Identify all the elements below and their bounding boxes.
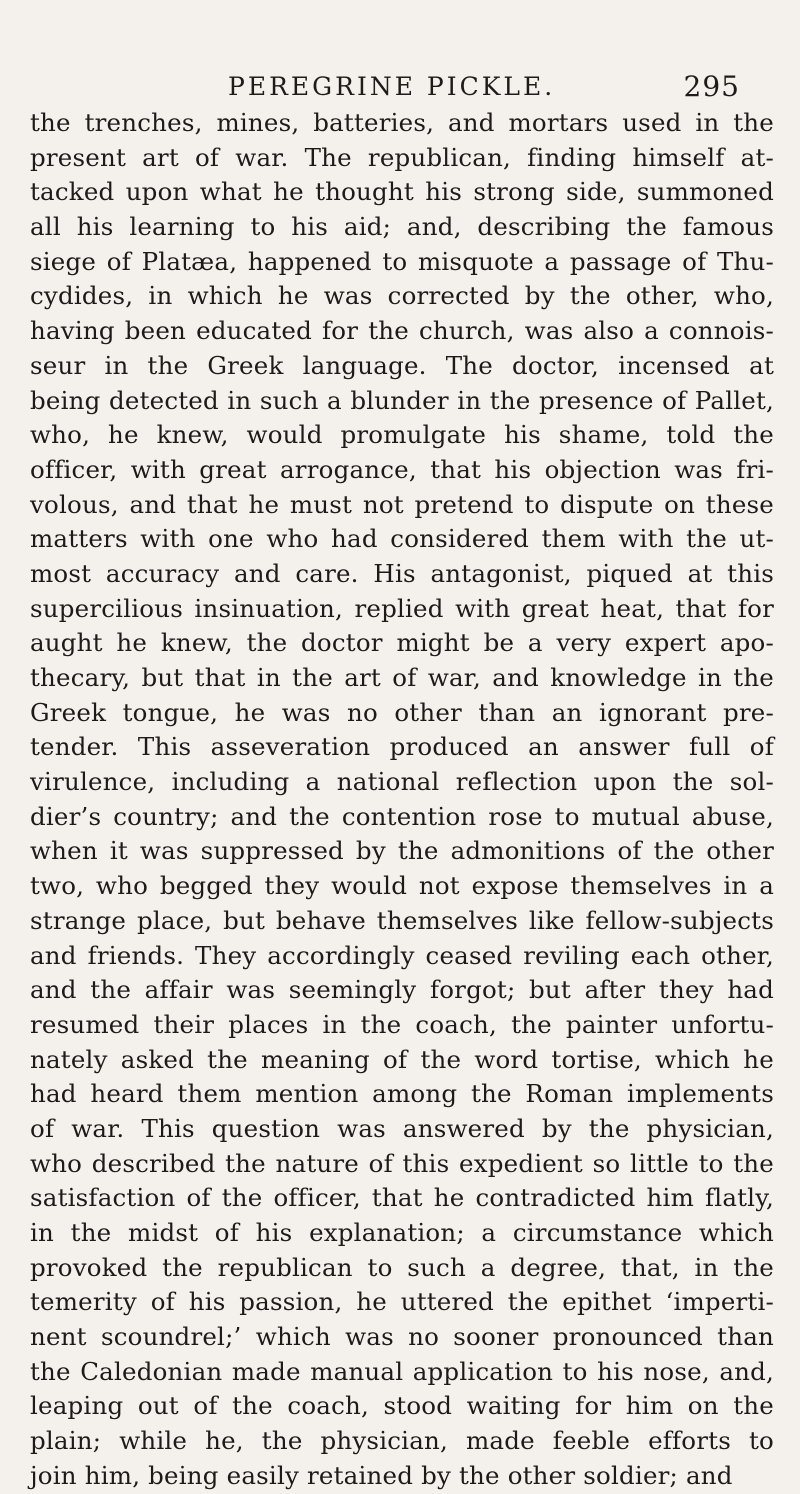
text-line: in the midst of his explanation; a circumstance which bbox=[30, 1218, 774, 1247]
text-line: aught he knew, the doctor might be a very expert apo- bbox=[30, 628, 774, 658]
text-line: when it was suppressed by the admonitions of the other bbox=[30, 836, 774, 866]
text-line: strange place, but behave themselves like fellow-subjects bbox=[30, 905, 774, 935]
text-line: who described the nature of this expedient so little to the bbox=[30, 1148, 774, 1178]
text-line: present art of war. The republican, finding himself at- bbox=[30, 142, 774, 172]
text-line: of war. This question was answered by the physician, bbox=[30, 1113, 774, 1143]
text-line: the trenches, mines, batteries, and mortars used in the bbox=[30, 108, 774, 137]
text-line: dier’s country; and the contention rose to mutual abuse, bbox=[30, 801, 774, 831]
text-line: matters with one who had considered them with the ut- bbox=[30, 524, 774, 554]
text-line: leaping out of the coach, stood waiting for him on the bbox=[30, 1391, 774, 1421]
text-line: most accuracy and care. His antagonist, piqued at this bbox=[30, 558, 774, 588]
running-title: PEREGRINE PICKLE. bbox=[228, 72, 556, 101]
text-line: plain; while he, the physician, made feeble efforts to bbox=[30, 1426, 774, 1456]
text-line: nately asked the meaning of the word tortise, which he bbox=[30, 1044, 774, 1074]
text-line: being detected in such a blunder in the presence of Pallet, bbox=[30, 385, 774, 415]
body-text bbox=[30, 106, 774, 1494]
text-line: temerity of his passion, he uttered the epithet ‘imperti- bbox=[30, 1287, 774, 1317]
text-line: supercilious insinuation, replied with great heat, that for bbox=[30, 593, 774, 623]
text-line: satisfaction of the officer, that he contradicted him flatly, bbox=[30, 1183, 774, 1213]
text-line: tacked upon what he thought his strong side, summoned bbox=[30, 177, 774, 207]
text-line: seur in the Greek language. The doctor, incensed at bbox=[30, 350, 774, 380]
text-line: having been educated for the church, was also a connois- bbox=[30, 316, 774, 346]
text-line: cydides, in which he was corrected by the other, who, bbox=[30, 281, 774, 311]
text-line: siege of Platæa, happened to misquote a passage of Thu- bbox=[30, 246, 774, 276]
page-number: 295 bbox=[683, 70, 740, 103]
text-line: resumed their places in the coach, the painter unfortu- bbox=[30, 1009, 774, 1039]
text-line: who, he knew, would promulgate his shame, told the bbox=[30, 420, 774, 450]
text-line: virulence, including a national reflection upon the sol- bbox=[30, 767, 774, 797]
text-line: join him, being easily retained by the other soldier; and bbox=[30, 1460, 733, 1490]
text-line: the Caledonian made manual application to his nose, and, bbox=[30, 1356, 774, 1386]
text-line: had heard them mention among the Roman implements bbox=[30, 1079, 774, 1109]
text-line: tender. This asseveration produced an answer full of bbox=[30, 732, 774, 762]
text-line: thecary, but that in the art of war, and knowledge in the bbox=[30, 663, 774, 692]
text-line: provoked the republican to such a degree, that, in the bbox=[30, 1252, 774, 1282]
text-line: Greek tongue, he was no other than an ignorant pre- bbox=[30, 697, 774, 727]
text-line: and friends. They accordingly ceased reviling each other, bbox=[30, 940, 774, 970]
text-line: nent scoundrel;’ which was no sooner pronounced than bbox=[30, 1322, 774, 1352]
text-line: officer, with great arrogance, that his objection was fri- bbox=[30, 454, 774, 484]
text-line: and the affair was seemingly forgot; but after they had bbox=[30, 975, 774, 1005]
text-line: volous, and that he must not pretend to dispute on these bbox=[30, 489, 774, 519]
text-line: all his learning to his aid; and, describing the famous bbox=[30, 212, 774, 242]
text-line: two, who begged they would not expose themselves in a bbox=[30, 871, 774, 901]
